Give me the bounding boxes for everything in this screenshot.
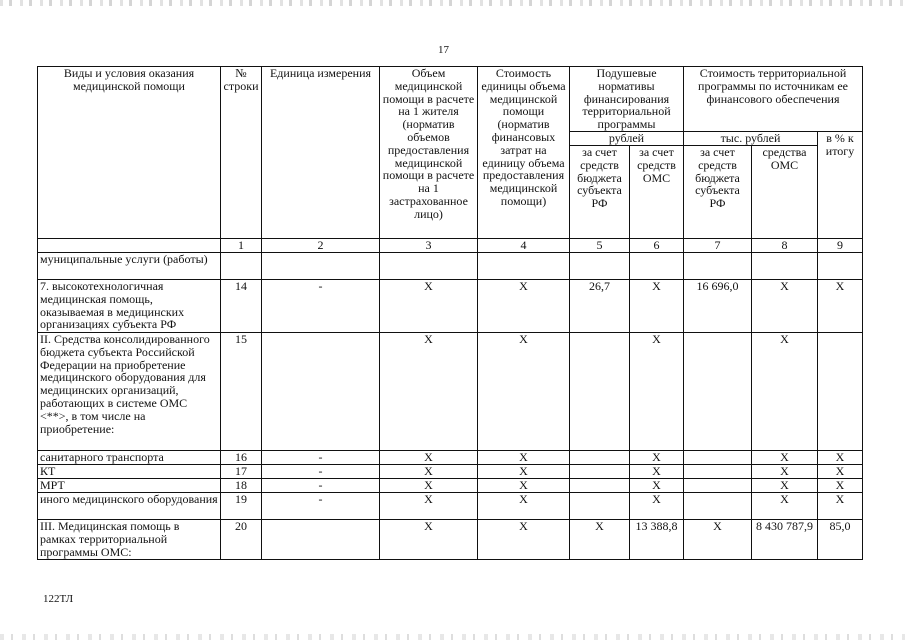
column-number: 6 — [630, 239, 684, 253]
header-unit: Единица измерения — [262, 67, 380, 239]
row-budget-thousand-cell: X — [684, 520, 752, 560]
row-percent-cell: X — [818, 479, 863, 493]
row-oms-rub-cell: X — [630, 333, 684, 451]
header-per-capita: Подушевые нормативы финансирования территориальной программы — [570, 67, 684, 132]
row-budget-rub-cell — [570, 479, 630, 493]
table-row — [38, 520, 863, 560]
header-oms-6: за счет средств ОМС — [630, 146, 684, 239]
row-number-cell: 14 — [221, 280, 262, 333]
header-thousand-rubles: тыс. рублей — [684, 132, 818, 146]
row-number-cell: 20 — [221, 520, 262, 560]
row-budget-thousand-cell — [684, 253, 752, 280]
column-number: 5 — [570, 239, 630, 253]
row-unit-cell: - — [262, 493, 380, 520]
page-number: 17 — [438, 44, 449, 56]
table-row — [38, 253, 863, 280]
row-unit-cell — [262, 333, 380, 451]
row-percent-cell: X — [818, 280, 863, 333]
row-name-cell: санитарного транспорта — [38, 451, 221, 465]
row-oms-thousand-cell: 8 430 787,9 — [752, 520, 818, 560]
column-number: 1 — [221, 239, 262, 253]
row-budget-rub-cell — [570, 253, 630, 280]
row-number-cell: 17 — [221, 465, 262, 479]
header-budget-5: за счет средств бюджета субъекта РФ — [570, 146, 630, 239]
header-percent: в % к итогу — [818, 132, 863, 239]
row-volume-cell: X — [380, 479, 478, 493]
row-oms-rub-cell: X — [630, 451, 684, 465]
row-percent-cell: X — [818, 493, 863, 520]
row-name-cell: муниципальные услуги (работы) — [38, 253, 221, 280]
row-number-cell: 15 — [221, 333, 262, 451]
column-number: 2 — [262, 239, 380, 253]
row-oms-thousand-cell: X — [752, 479, 818, 493]
row-volume-cell: X — [380, 451, 478, 465]
row-percent-cell: X — [818, 465, 863, 479]
header-program-cost: Стоимость территориальной программы по источникам ее финансового обеспечения — [684, 67, 863, 132]
row-name-cell: КТ — [38, 465, 221, 479]
row-oms-thousand-cell: X — [752, 493, 818, 520]
row-cost-cell: X — [478, 333, 570, 451]
row-oms-rub-cell: X — [630, 465, 684, 479]
row-number-cell — [221, 253, 262, 280]
row-budget-rub-cell — [570, 493, 630, 520]
row-oms-thousand-cell: X — [752, 465, 818, 479]
row-cost-cell: X — [478, 465, 570, 479]
row-volume-cell: X — [380, 493, 478, 520]
column-number: 9 — [818, 239, 863, 253]
row-unit-cell: - — [262, 280, 380, 333]
header-oms-8: средства ОМС — [752, 146, 818, 239]
row-budget-thousand-cell — [684, 479, 752, 493]
header-volume: Объем медицинской помощи в расчете на 1 жителя (норматив объемов предоставления медицинской помощи в расчете на 1 застрахованное лицо) — [380, 67, 478, 239]
row-unit-cell: - — [262, 465, 380, 479]
column-number: 8 — [752, 239, 818, 253]
table-row — [38, 465, 863, 479]
row-cost-cell — [478, 253, 570, 280]
row-name-cell: МРТ — [38, 479, 221, 493]
row-budget-rub-cell: 26,7 — [570, 280, 630, 333]
table-row — [38, 333, 863, 451]
row-oms-thousand-cell: X — [752, 451, 818, 465]
row-cost-cell: X — [478, 493, 570, 520]
table-row — [38, 280, 863, 333]
table-row — [38, 493, 863, 520]
row-unit-cell: - — [262, 479, 380, 493]
row-cost-cell: X — [478, 451, 570, 465]
row-percent-cell — [818, 253, 863, 280]
row-percent-cell: 85,0 — [818, 520, 863, 560]
row-volume-cell — [380, 253, 478, 280]
row-budget-rub-cell — [570, 465, 630, 479]
row-unit-cell: - — [262, 451, 380, 465]
row-name-cell: иного медицинского оборудования — [38, 493, 221, 520]
row-budget-thousand-cell — [684, 493, 752, 520]
row-volume-cell: X — [380, 465, 478, 479]
header-rubles: рублей — [570, 132, 684, 146]
row-oms-thousand-cell: X — [752, 333, 818, 451]
row-budget-thousand-cell — [684, 465, 752, 479]
row-budget-thousand-cell — [684, 333, 752, 451]
row-oms-rub-cell: X — [630, 280, 684, 333]
row-unit-cell — [262, 253, 380, 280]
column-number: 7 — [684, 239, 752, 253]
row-number-cell: 19 — [221, 493, 262, 520]
row-cost-cell: X — [478, 280, 570, 333]
row-oms-rub-cell — [630, 253, 684, 280]
row-budget-thousand-cell — [684, 451, 752, 465]
row-oms-rub-cell: X — [630, 479, 684, 493]
row-name-cell: III. Медицинская помощь в рамках территориальной программы ОМС: — [38, 520, 221, 560]
row-percent-cell — [818, 333, 863, 451]
header-row-number: № строки — [221, 67, 262, 239]
row-name-cell: II. Средства консолидированного бюджета субъекта Российской Федерации на приобретение медицинского оборудования для медицинских организаций, работающих в системе ОМС <**>, в том числе на приобретение: — [38, 333, 221, 451]
row-budget-rub-cell: X — [570, 520, 630, 560]
row-oms-thousand-cell — [752, 253, 818, 280]
row-percent-cell: X — [818, 451, 863, 465]
row-volume-cell: X — [380, 520, 478, 560]
column-number-row — [38, 239, 863, 253]
row-volume-cell: X — [380, 333, 478, 451]
row-name-cell: 7. высокотехнологичная медицинская помощь, оказываемая в медицинских организациях субъекта РФ — [38, 280, 221, 333]
row-budget-rub-cell — [570, 333, 630, 451]
row-cost-cell: X — [478, 479, 570, 493]
column-number: 3 — [380, 239, 478, 253]
table-row — [38, 451, 863, 465]
row-budget-rub-cell — [570, 451, 630, 465]
row-unit-cell — [262, 520, 380, 560]
row-number-cell: 18 — [221, 479, 262, 493]
column-number: 4 — [478, 239, 570, 253]
financing-table — [37, 66, 863, 560]
scan-noise-top — [0, 0, 905, 6]
table-body — [38, 253, 863, 560]
scan-noise-bottom — [0, 634, 905, 640]
table-row — [38, 479, 863, 493]
row-oms-rub-cell: 13 388,8 — [630, 520, 684, 560]
footer-code: 122ТЛ — [43, 593, 74, 605]
row-budget-thousand-cell: 16 696,0 — [684, 280, 752, 333]
header-budget-7: за счет средств бюджета субъекта РФ — [684, 146, 752, 239]
header-kind: Виды и условия оказания медицинской помощи — [38, 67, 221, 239]
header-row-1 — [38, 67, 863, 132]
row-oms-rub-cell: X — [630, 493, 684, 520]
header-cost: Стоимость единицы объема медицинской помощи (норматив финансовых затрат на единицу объема предоставления медицинской помощи) — [478, 67, 570, 239]
row-oms-thousand-cell: X — [752, 280, 818, 333]
row-number-cell: 16 — [221, 451, 262, 465]
column-number — [38, 239, 221, 253]
row-cost-cell: X — [478, 520, 570, 560]
row-volume-cell: X — [380, 280, 478, 333]
